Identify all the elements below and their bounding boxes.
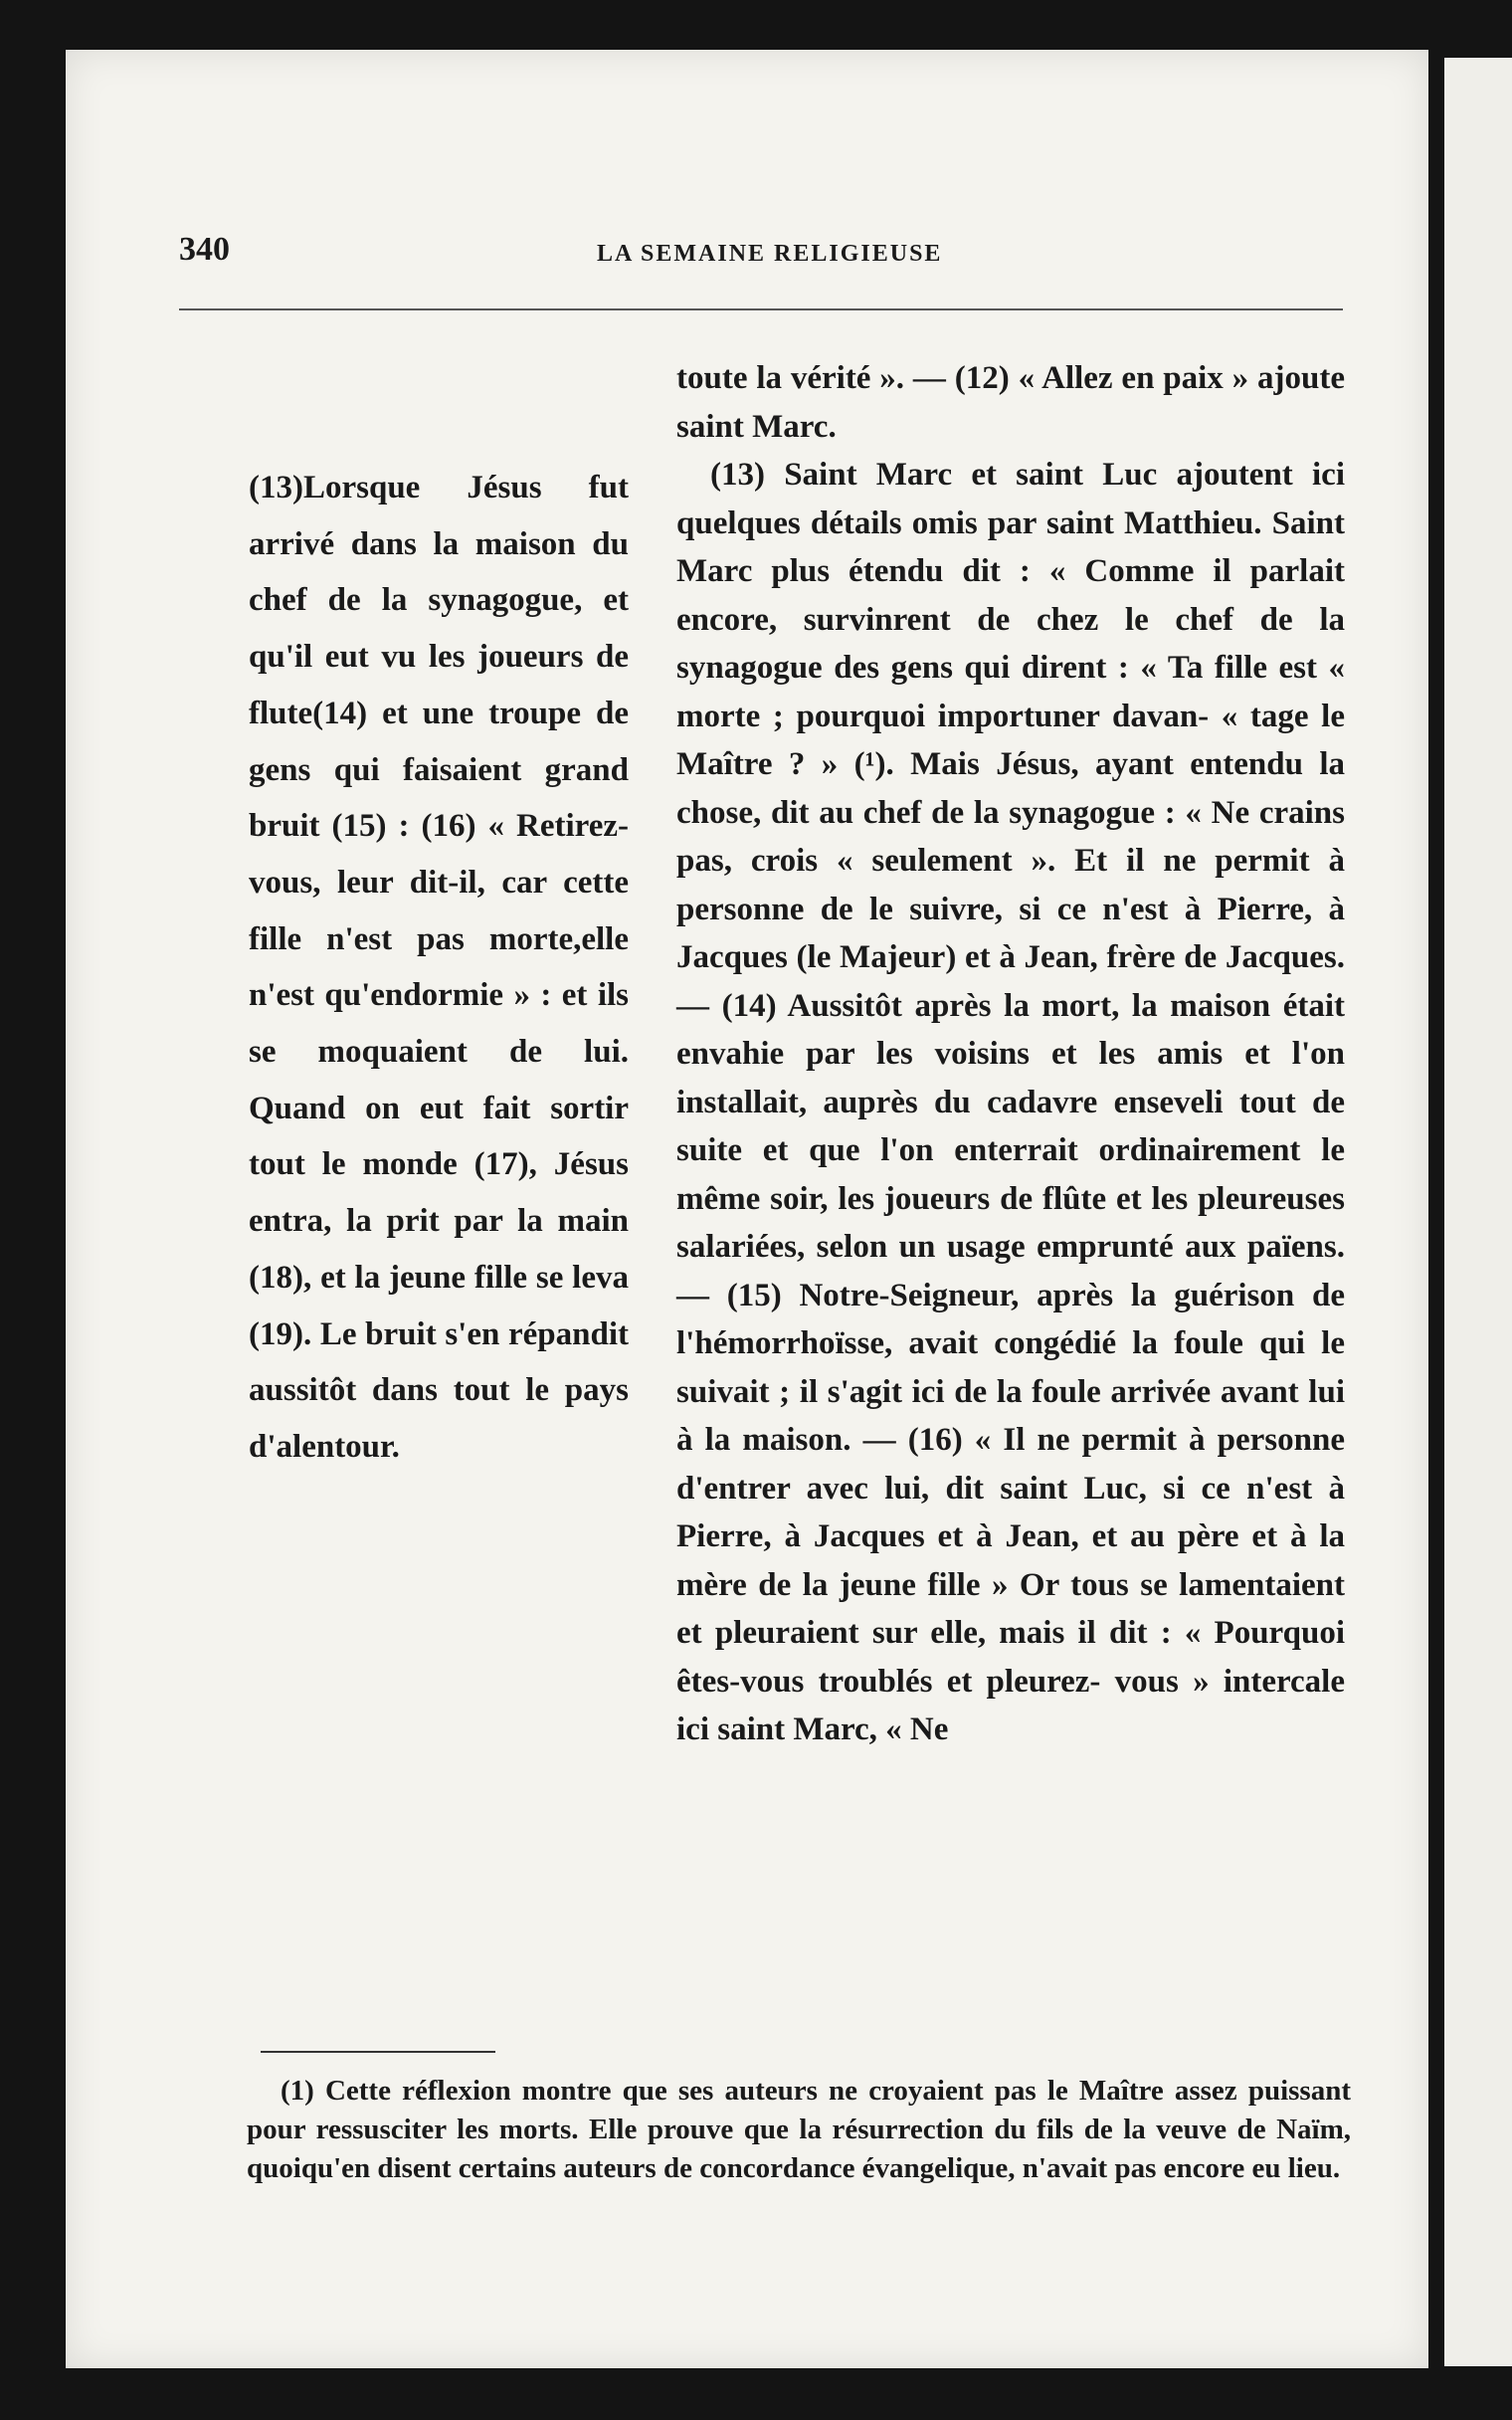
running-title: LA SEMAINE RELIGIEUSE: [597, 241, 943, 267]
footnote-rule: [261, 2051, 495, 2053]
header-rule: [179, 308, 1343, 310]
footnote-text: (1) Cette réflexion montre que ses auteurs ne croyaient pas le Maître assez puissant pour ressusciter les morts. Elle prouve que la résurrection du fils de la veuve de Naïm, quoiqu'en disent certains auteurs de concordance évangelique, n'avait pas encore eu lieu.: [247, 2075, 1351, 2184]
footnote: [247, 2072, 1351, 2188]
gospel-text-column: [249, 460, 629, 1476]
commentary-column: [676, 354, 1345, 1754]
page-number: 340: [179, 231, 230, 268]
page-header: [179, 187, 1343, 268]
commentary-paragraph: (13) Saint Marc et saint Luc ajoutent ici quelques détails omis par saint Matthieu. Saint Marc plus étendu dit : « Comme il parlait encore, survinrent de chez le chef de la synagogue des gens qui dirent : « Ta fille est « morte ; pourquoi importuner davan- « tage le Maître ? » (¹). Mais Jésus, ayant entendu la chose, dit au chef de la synagogue : « Ne crains pas, crois « seulement ». Et il ne permit à personne de le suivre, si ce n'est à Pierre, à Jacques (le Majeur) et à Jean, frère de Jacques. — (14) Aussitôt après la mort, la maison était envahie par les voisins et les amis et l'on installait, auprès du cadavre enseveli tout de suite et que l'on enterrait ordinairement le même soir, les joueurs de flûte et les pleureuses salariées, selon un usage emprunté aux païens. — (15) Notre-Seigneur, après la guérison de l'hémorrhoïsse, avait congédié la foule qui le suivait ; il s'agit ici de la foule arrivée avant lui à la maison. — (16) « Il ne permit à personne d'entrer avec lui, dit saint Luc, si ce n'est à Pierre, à Jacques et à Jean, et au père et à la mère de la jeune fille » Or tous se lamentaient et pleuraient sur elle, mais il dit : « Pourquoi êtes-vous troublés et pleurez- vous » intercale ici saint Marc, « Ne: [676, 457, 1345, 1747]
commentary-continuation: toute la vérité ». — (12) « Allez en paix » ajoute saint Marc.: [676, 360, 1345, 445]
facing-page-edge: [1444, 58, 1512, 2366]
gospel-text: (13)Lorsque Jésus fut arrivé dans la maison du chef de la synagogue, et qu'il eut vu les joueurs de flute(14) et une troupe de gens qui faisaient grand bruit (15) : (16) « Retirez-vous, leur dit-il, car cette fille n'est pas morte,elle n'est qu'endormie » : et ils se moquaient de lui. Quand on eut fait sortir tout le monde (17), Jésus entra, la prit par la main (18), et la jeune fille se leva (19). Le bruit s'en répandit aussitôt dans tout le pays d'alentour.: [249, 470, 629, 1465]
